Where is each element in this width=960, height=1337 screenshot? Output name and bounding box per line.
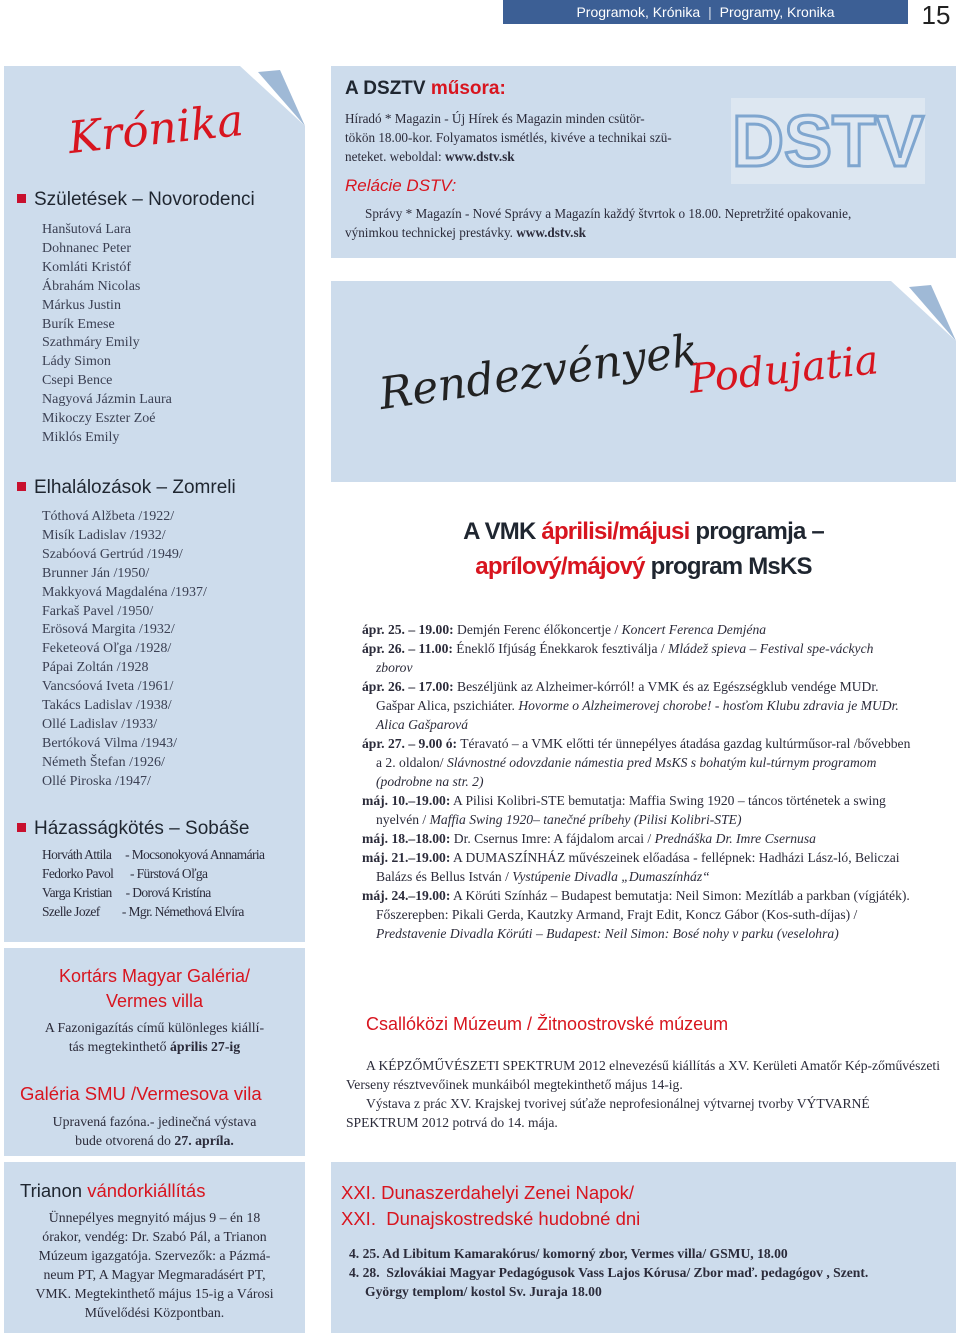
- trianon-panel: [4, 1162, 305, 1333]
- dstv-panel: [331, 66, 956, 258]
- gallery-sk-text: [4, 1112, 305, 1150]
- dstv-web-link[interactable]: www.dstv.sk: [444, 149, 515, 164]
- dstv-sk-line1: Správy * Magazín - Nové Správy a Magazín každý štvrtok o 18.00. Nepretržité opakovanie,: [365, 206, 852, 221]
- program-text: Dr. Csernus Imre: A fájdalom arcai /: [450, 831, 655, 846]
- program-text: Demjén Ferenc élőkoncertje /: [453, 622, 622, 637]
- list-item: Csepi Bence: [42, 373, 113, 389]
- page-curl-icon: [891, 281, 956, 341]
- program-date: máj. 10.–19.00:: [362, 793, 451, 808]
- bullet-icon: [17, 823, 26, 832]
- list-item: Bertóková Vilma /1943/: [42, 735, 177, 751]
- list-item: Dohnanec Peter: [42, 240, 132, 256]
- list-item: [362, 886, 912, 943]
- list-item: Brunner Ján /1950/: [42, 565, 150, 581]
- list-item: Ollé Piroska /1947/: [42, 773, 151, 789]
- page-curl-icon: [240, 66, 305, 126]
- header-title-sk: Programy, Kronika: [719, 4, 835, 20]
- deaths-title: Elhalálozások – Zomreli: [34, 477, 236, 498]
- gallery-panel: [4, 948, 305, 1156]
- gallery-title-line1: Kortárs Magyar Galéria/: [58, 966, 251, 986]
- program-text: A DUMASZÍNHÁZ művészeinek előadása - fellépnek: Hadházi Lász-ló, Beliczai Balázs és Bellus István /: [376, 850, 900, 884]
- trianon-line: Ünnepélyes megnyitó május 9 – én 18: [48, 1210, 261, 1225]
- list-item: Feketeová Oľga /1928/: [42, 641, 172, 657]
- gallery-title-line2: Vermes villa: [105, 991, 204, 1011]
- museum-text: [346, 1056, 941, 1132]
- gallery-text-line1: A Fazonigazítás című különleges kiállí-: [44, 1020, 265, 1035]
- gallery-sk-date: 27. apríla.: [174, 1133, 234, 1148]
- program-italic: Hovorme o Alzheimerovej chorobe! - hosťom Klubu zdravia je MUDr. Alica Gašparová: [376, 698, 899, 732]
- program-italic: Maffia Swing 1920– tanečné príbehy (Pilisi Kolibri-STE): [429, 812, 742, 827]
- list-item: Hanšutová Lara: [42, 222, 132, 237]
- list-item: Németh Štefan /1926/: [42, 754, 165, 770]
- gallery-text: [4, 1018, 305, 1056]
- program-title-b: programja –: [689, 518, 824, 545]
- trianon-line: Múzeum igazgatója. Szervezők: a Pázmá-: [38, 1248, 271, 1263]
- trianon-line: neum PT, A Magyar Megmaradásért PT,: [43, 1267, 266, 1282]
- births-list: [42, 221, 172, 448]
- births-heading: [17, 189, 255, 211]
- program-text: Téravató – a VMK előtti tér ünnepélyes átadása gazdag kultúrműsor-ral /bővebben a 2. oldalon/: [376, 736, 911, 770]
- page-number: 15: [921, 0, 951, 30]
- dstv-hu-line: tökön 18.00-kor. Folyamatos ismétlés, kivéve a technikai szü-: [345, 130, 672, 145]
- events-banner-sk: Podujatia: [687, 337, 881, 403]
- program-italic: Koncert Ferenca Demjéna: [621, 622, 767, 637]
- trianon-line: VMK. Megtekinthető május 15-ig a Városi: [35, 1286, 274, 1301]
- list-item: Ollé Ladislav /1933/: [42, 716, 158, 732]
- dstv-sk-text2: [345, 223, 586, 242]
- births-title: Születések – Novorodenci: [34, 189, 255, 210]
- events-banner-hu: Rendezvények: [375, 324, 702, 420]
- gallery-date: április 27-ig: [170, 1039, 241, 1054]
- list-item: Mikoczy Eszter Zoé: [42, 411, 156, 427]
- festival-title-line2: XXI. Dunajskostredské hudobné dni: [341, 1208, 641, 1229]
- list-item: Márkus Justin: [42, 297, 121, 313]
- program-italic: Mládež spieva – Festival spe-váckych zborov: [376, 641, 874, 675]
- program-date: máj. 18.–18.00:: [362, 831, 451, 846]
- program-title-red2: aprílový/májový: [475, 553, 645, 580]
- kronika-panel: [4, 66, 305, 942]
- list-item: [362, 620, 912, 639]
- program-italic: Vystúpenie Divadla „Dumaszínház“: [512, 869, 710, 884]
- list-item: Makkyová Magdaléna /1937/: [42, 584, 207, 600]
- program-date: ápr. 25. – 19.00:: [362, 622, 454, 637]
- list-item: Farkaš Pavel /1950/: [42, 603, 154, 619]
- list-item: [362, 677, 912, 734]
- program-list: [362, 620, 912, 943]
- list-item: [362, 848, 912, 886]
- list-item: [362, 639, 912, 677]
- gallery-sk-line2: [4, 1131, 305, 1150]
- gallery-sk-line2-a: bude otvorená do: [75, 1133, 171, 1148]
- program-date: máj. 21.–19.00:: [362, 850, 451, 865]
- trianon-title-red: vándorkiállítás: [87, 1180, 206, 1201]
- list-item: Lády Simon: [42, 354, 111, 370]
- festival-panel: [331, 1162, 956, 1333]
- museum-hu: A KÉPZŐMŰVÉSZETI SPEKTRUM 2012 elnevezésű kiállítás a XV. Kerületi Amatőr Kép-zőművészeti Verseny résztvevőinek munkáiból megtekinthető május 14-ig.: [346, 1058, 940, 1092]
- list-item: Misík Ladislav /1932/: [42, 527, 166, 543]
- trianon-title: [20, 1180, 205, 1202]
- dstv-hu-line-text: neteket. weboldal:: [345, 149, 445, 164]
- list-item: [362, 791, 912, 829]
- list-item: Fedorko Pavol - Fürstová Oľga: [42, 865, 208, 881]
- museum-title: Csallóközi Múzeum / Žitnoostrovské múzeum: [366, 1014, 729, 1034]
- dstv-logo: [729, 96, 927, 186]
- program-date: ápr. 27. – 9.00 ó:: [362, 736, 458, 751]
- program-text: Beszéljünk az Alzheimer-kórról! a VMK és az Egészségklub vendége MUDr. Gašpar Alica, pszichiáter.: [376, 679, 879, 713]
- list-item: [362, 734, 912, 791]
- program-title-a: A VMK: [463, 518, 542, 545]
- festival-text: [349, 1244, 868, 1301]
- bullet-icon: [17, 482, 26, 491]
- list-item: Ábrahám Nicolas: [42, 278, 141, 294]
- gallery-sk-line1: Upravená fazóna.- jedinečná výstava: [52, 1114, 257, 1129]
- deaths-heading: [17, 477, 236, 499]
- gallery-text-line2-a: tás megtekinthető: [68, 1039, 167, 1054]
- marriages-list: [42, 846, 264, 922]
- events-banner-panel: [331, 281, 956, 482]
- festival-title: [341, 1180, 640, 1232]
- list-item: Nagyová Jázmin Laura: [42, 392, 172, 408]
- list-item: Szathmáry Emily: [42, 335, 140, 351]
- program-italic: Predstavenie Divadla Körúti – Budapest: Neil Simon: Bosé nohy v parku (veselohra): [376, 926, 839, 941]
- header-separator: |: [708, 4, 712, 20]
- list-item: Varga Kristian - Dorová Kristína: [42, 884, 211, 900]
- kronika-title: Krónika: [65, 94, 246, 165]
- list-item: Burík Emese: [42, 316, 115, 332]
- list-item: Horváth Attila - Mocsonokyová Annamária: [42, 847, 265, 862]
- program-title: [331, 514, 956, 584]
- list-item: Szelle Jozef - Mgr. Némethová Elvíra: [42, 903, 244, 919]
- list-item: Tóthová Alžbeta /1922/: [42, 509, 175, 524]
- list-item: Miklós Emily: [42, 429, 120, 445]
- list-item: Vancsóová Iveta /1961/: [42, 679, 174, 695]
- program-title-line2: [331, 549, 956, 584]
- festival-line: György templom/ kostol Sv. Juraja 18.00: [365, 1284, 602, 1299]
- dstv-hu-title-dark: A DSZTV: [345, 78, 426, 99]
- program-title-red1: áprilisi/májusi: [541, 518, 690, 545]
- trianon-text: [4, 1208, 305, 1322]
- dstv-logo-text: DSTV: [731, 102, 925, 182]
- dstv-hu-line: Híradó * Magazin - Új Hírek és Magazin minden csütör-: [345, 111, 645, 126]
- gallery-sk-title: Galéria SMU /Vermesova vila: [20, 1083, 262, 1104]
- bullet-icon: [17, 194, 26, 203]
- header-bar: [503, 0, 908, 24]
- list-item: Takács Ladislav /1938/: [42, 698, 172, 714]
- dstv-sk-line2: výnimkou technickej prestávky.: [345, 225, 517, 240]
- list-item: [362, 829, 912, 848]
- museum-sk: Výstava z prác XV. Krajskej tvorivej súťaže neprofesionálnej výtvarnej tvorby VÝTVARNÉ SPEKTRUM 2012 potrvá do 14. mája.: [346, 1096, 870, 1130]
- header-title-hu: Programok, Krónika: [576, 4, 701, 20]
- dstv-hu-title-red: műsora:: [430, 78, 506, 99]
- program-date: máj. 24.–19.00:: [362, 888, 451, 903]
- trianon-title-dark: Trianon: [20, 1180, 83, 1201]
- program-italic: Slávnostné odovzdanie námestia pred MsKS s bohatým kul-túrnym programom (podrobne na str. 2): [376, 755, 877, 789]
- gallery-title: [4, 964, 305, 1014]
- program-date: ápr. 26. – 17.00:: [362, 679, 454, 694]
- festival-title-line1: XXI. Dunaszerdahelyi Zenei Napok/: [341, 1182, 635, 1203]
- list-item: Pápai Zoltán /1928: [42, 660, 149, 676]
- festival-line: 4. 25. Ad Libitum Kamarakórus/ komorný zbor, Vermes villa/ GSMU, 18.00: [349, 1246, 788, 1261]
- gallery-text-line2: [4, 1037, 305, 1056]
- dstv-hu-title: [345, 78, 506, 100]
- list-item: Erösová Margita /1932/: [42, 622, 175, 638]
- dstv-hu-line: [345, 147, 672, 166]
- dstv-sk-title: Relácie DSTV:: [345, 176, 457, 195]
- program-title-c: program MsKS: [644, 553, 812, 580]
- trianon-line: órakor, vendég: Dr. Szabó Pál, a Trianon: [42, 1229, 267, 1244]
- dstv-sk-text: [365, 204, 851, 223]
- list-item: Komláti Kristóf: [42, 259, 132, 275]
- deaths-list: [42, 508, 207, 792]
- dstv-sk-web-link[interactable]: www.dstv.sk: [516, 225, 586, 240]
- festival-line: 4. 28. Szlovákiai Magyar Pedagógusok Vass Lajos Kórusa/ Zbor maď. pedagógov , Szent.: [349, 1265, 869, 1280]
- program-text: A Körúti Színház – Budapest bemutatja: Neil Simon: Mezítláb a parkban (vígjáték). Főszerepben: Pikali Gerda, Kautzky Armand, Frajt Edit, Koncz Gábor (Kos-suth-díjas) /: [376, 888, 910, 922]
- marriages-title: Házasságkötés – Sobáše: [34, 818, 250, 839]
- program-text: A Pilisi Kolibri-STE bemutatja: Maffia Swing 1920 – táncos történetek a swing nyelvén /: [376, 793, 886, 827]
- trianon-line: Művelődési Központban.: [84, 1305, 225, 1320]
- list-item: Szabóová Gertrúd /1949/: [42, 546, 183, 562]
- program-italic: Prednáška Dr. Imre Csernusa: [654, 831, 816, 846]
- dstv-hu-text: [345, 109, 672, 166]
- program-title-line1: [331, 514, 956, 549]
- marriages-heading: [17, 818, 249, 840]
- program-text: Éneklő Ifjúság Énekkarok fesztiválja /: [452, 641, 669, 656]
- program-date: ápr. 26. – 11.00:: [362, 641, 453, 656]
